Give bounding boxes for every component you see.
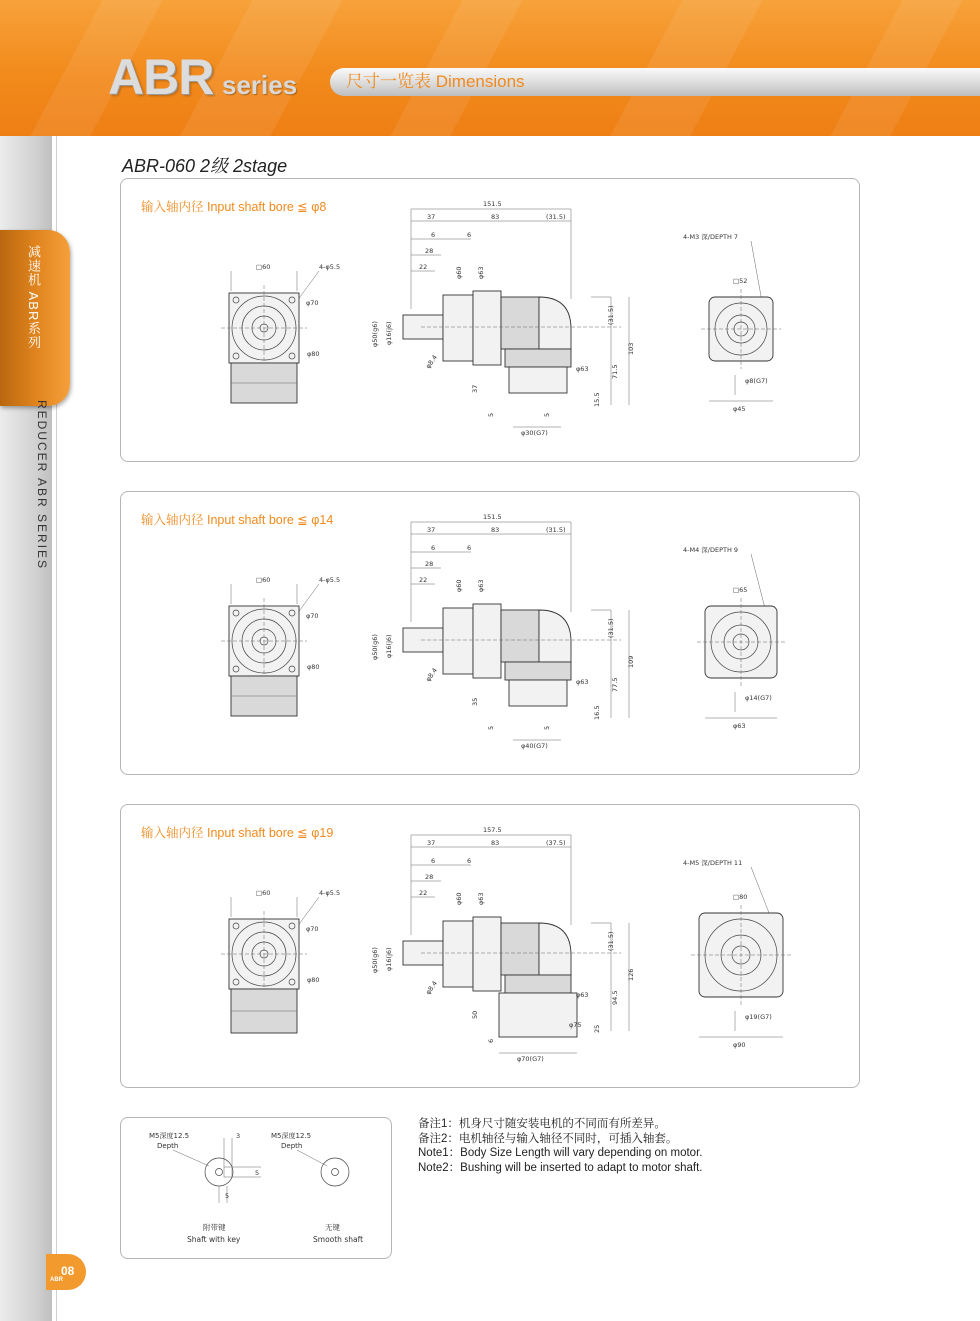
page-number-sub: ABR xyxy=(50,1277,63,1283)
right-caption-cn: 无键 xyxy=(325,1223,340,1232)
motor-bore: φ8(G7) xyxy=(745,377,768,385)
dia-60: φ60 xyxy=(455,579,463,592)
note-en-1: Note1：Body Size Length will vary depending on motor. xyxy=(418,1147,703,1159)
length-22: 22 xyxy=(419,889,428,897)
dia-63: φ63 xyxy=(477,892,485,905)
motor-pcd: φ63 xyxy=(733,722,746,730)
length-6a: 6 xyxy=(431,857,436,865)
length-a: 37 xyxy=(427,839,436,847)
input-shaft-bore-label: 输入轴内径 Input shaft bore ≦ φ19 xyxy=(141,826,334,840)
motor-flange-view xyxy=(683,546,785,730)
out-h4: 25 xyxy=(593,1024,601,1033)
motor-bore: φ19(G7) xyxy=(745,1013,772,1021)
brand-abr: ABR xyxy=(108,49,214,105)
circle-b-dia: φ80 xyxy=(307,663,320,671)
key-dia: φ16(j6) xyxy=(385,321,393,345)
out-37: 50 xyxy=(471,1010,479,1019)
section-title: 尺寸一览表 Dimensions xyxy=(346,72,525,91)
circle-a-dia: φ70 xyxy=(306,299,319,307)
dia-60: φ60 xyxy=(455,266,463,279)
left-depth-en: Depth xyxy=(157,1142,179,1150)
front-view xyxy=(221,889,340,1033)
out-5b: 5 xyxy=(543,725,551,730)
dimension-drawing xyxy=(121,179,859,461)
key-small-dia: φ8.4 xyxy=(424,666,440,684)
header-banner xyxy=(0,0,980,136)
pilot-dia: φ30(G7) xyxy=(521,429,548,437)
dimension-drawing xyxy=(121,805,859,1087)
side-tab-text: 减速机 ABR系列 xyxy=(26,245,41,350)
out-dia-63: φ63 xyxy=(576,991,589,999)
section-title-bar xyxy=(330,68,980,96)
dia-60: φ60 xyxy=(455,892,463,905)
mounting-holes: 4-φ5.5 xyxy=(319,263,341,271)
length-6b: 6 xyxy=(467,231,472,239)
dimension-panel-3 xyxy=(120,804,860,1088)
length-6b: 6 xyxy=(467,544,472,552)
length-a: 37 xyxy=(427,213,436,221)
front-view xyxy=(221,263,340,403)
out-dia-63: φ63 xyxy=(576,678,589,686)
motor-square: □65 xyxy=(733,586,748,594)
out-5a: 5 xyxy=(487,412,495,417)
key-small-dia: φ8.4 xyxy=(424,353,440,371)
key-small-dia: φ8.4 xyxy=(424,979,440,997)
shaft-dia: φ50(g6) xyxy=(371,634,379,660)
flange-square: □60 xyxy=(256,576,271,584)
dia-63: φ63 xyxy=(477,266,485,279)
length-6a: 6 xyxy=(431,231,436,239)
motor-bore: φ14(G7) xyxy=(745,694,772,702)
out-h3: 103 xyxy=(627,342,635,355)
length-28: 28 xyxy=(425,873,434,881)
side-view xyxy=(371,200,635,437)
left-dim-5v: 5 xyxy=(255,1169,260,1177)
motor-flange-view xyxy=(683,859,791,1049)
mounting-holes: 4-φ5.5 xyxy=(319,889,341,897)
input-shaft-bore-label: 输入轴内径 Input shaft bore ≦ φ8 xyxy=(141,200,327,214)
out-h2: 71.5 xyxy=(611,364,619,379)
dimension-panel-2 xyxy=(120,491,860,775)
motor-mount-holes: 4-M4 深/DEPTH 9 xyxy=(683,546,739,554)
side-vertical-text: REDUCER ABR SERIES xyxy=(35,400,49,571)
page-title: ABR-060 2级 2stage xyxy=(122,156,288,176)
circle-a-dia: φ70 xyxy=(306,925,319,933)
page-number: 08 xyxy=(61,1264,75,1278)
out-h1: (31.5) xyxy=(607,618,615,638)
key-dia: φ16(j6) xyxy=(385,634,393,658)
length-c: (31.5) xyxy=(546,213,566,221)
out-5b: 5 xyxy=(543,412,551,417)
out-dia-63: φ63 xyxy=(576,365,589,373)
length-28: 28 xyxy=(425,247,434,255)
pilot-dia: φ70(G7) xyxy=(517,1055,544,1063)
out-h4: 15.5 xyxy=(593,392,601,407)
circle-b-dia: φ80 xyxy=(307,350,320,358)
length-b: 83 xyxy=(491,213,500,221)
shaft-dia: φ50(g6) xyxy=(371,947,379,973)
motor-pcd: φ90 xyxy=(733,1041,746,1049)
dia-63: φ63 xyxy=(477,579,485,592)
note-cn-1: 备注1：机身尺寸随安装电机的不同而有所差异。 xyxy=(418,1118,666,1130)
out-h1: (31.5) xyxy=(607,305,615,325)
length-c: (31.5) xyxy=(546,526,566,534)
motor-mount-holes: 4-M5 深/DEPTH 11 xyxy=(683,859,743,867)
input-shaft-bore-label: 输入轴内径 Input shaft bore ≦ φ14 xyxy=(141,513,334,527)
right-caption-en: Smooth shaft xyxy=(313,1235,364,1244)
length-6b: 6 xyxy=(467,857,472,865)
total-length: 151.5 xyxy=(483,513,502,521)
motor-square: □52 xyxy=(733,277,748,285)
shaft-options-box xyxy=(120,1117,392,1259)
shaft-dia: φ50(g6) xyxy=(371,321,379,347)
brand-series: series xyxy=(222,70,298,100)
out-37: 35 xyxy=(471,697,479,706)
left-depth-label: M5深度12.5 xyxy=(149,1132,190,1140)
motor-square: □80 xyxy=(733,893,748,901)
out-h2: 77.5 xyxy=(611,677,619,692)
length-22: 22 xyxy=(419,263,428,271)
left-caption-cn: 附带键 xyxy=(203,1223,226,1232)
shaft-options-drawing xyxy=(121,1118,391,1258)
notes xyxy=(418,1117,702,1175)
out-dia-75: φ75 xyxy=(569,1021,582,1029)
motor-mount-holes: 4-M3 深/DEPTH 7 xyxy=(683,233,739,241)
note-en-2: Note2：Bushing will be inserted to adapt to motor shaft. xyxy=(418,1161,703,1174)
out-h1: (31.5) xyxy=(607,931,615,951)
length-6a: 6 xyxy=(431,544,436,552)
out-5a: 6 xyxy=(487,1038,495,1043)
length-a: 37 xyxy=(427,526,436,534)
mounting-holes: 4-φ5.5 xyxy=(319,576,341,584)
length-b: 83 xyxy=(491,526,500,534)
circle-b-dia: φ80 xyxy=(307,976,320,984)
flange-square: □60 xyxy=(256,263,271,271)
dimension-drawing xyxy=(121,492,859,774)
left-caption-en: Shaft with key xyxy=(187,1235,241,1244)
out-5a: 5 xyxy=(487,725,495,730)
motor-flange-view xyxy=(683,233,781,413)
left-dim-3: 3 xyxy=(236,1132,241,1140)
length-22: 22 xyxy=(419,576,428,584)
length-b: 83 xyxy=(491,839,500,847)
side-view xyxy=(371,826,635,1063)
length-28: 28 xyxy=(425,560,434,568)
total-length: 157.5 xyxy=(483,826,502,834)
out-h3: 109 xyxy=(627,655,635,668)
flange-square: □60 xyxy=(256,889,271,897)
side-view xyxy=(371,513,635,750)
length-c: (37.5) xyxy=(546,839,566,847)
circle-a-dia: φ70 xyxy=(306,612,319,620)
dimension-panel-1 xyxy=(120,178,860,462)
out-37: 37 xyxy=(471,384,479,393)
right-depth-label: M5深度12.5 xyxy=(271,1132,312,1140)
right-depth-en: Depth xyxy=(281,1142,303,1150)
key-dia: φ16(j6) xyxy=(385,947,393,971)
front-view xyxy=(221,576,340,716)
total-length: 151.5 xyxy=(483,200,502,208)
out-h4: 16.5 xyxy=(593,705,601,720)
motor-pcd: φ45 xyxy=(733,405,746,413)
left-dim-5h: 5 xyxy=(225,1192,230,1200)
note-cn-2: 备注2：电机轴径与输入轴径不同时，可插入轴套。 xyxy=(418,1132,678,1145)
pilot-dia: φ40(G7) xyxy=(521,742,548,750)
out-h2: 94.5 xyxy=(611,990,619,1005)
out-h3: 126 xyxy=(627,968,635,981)
